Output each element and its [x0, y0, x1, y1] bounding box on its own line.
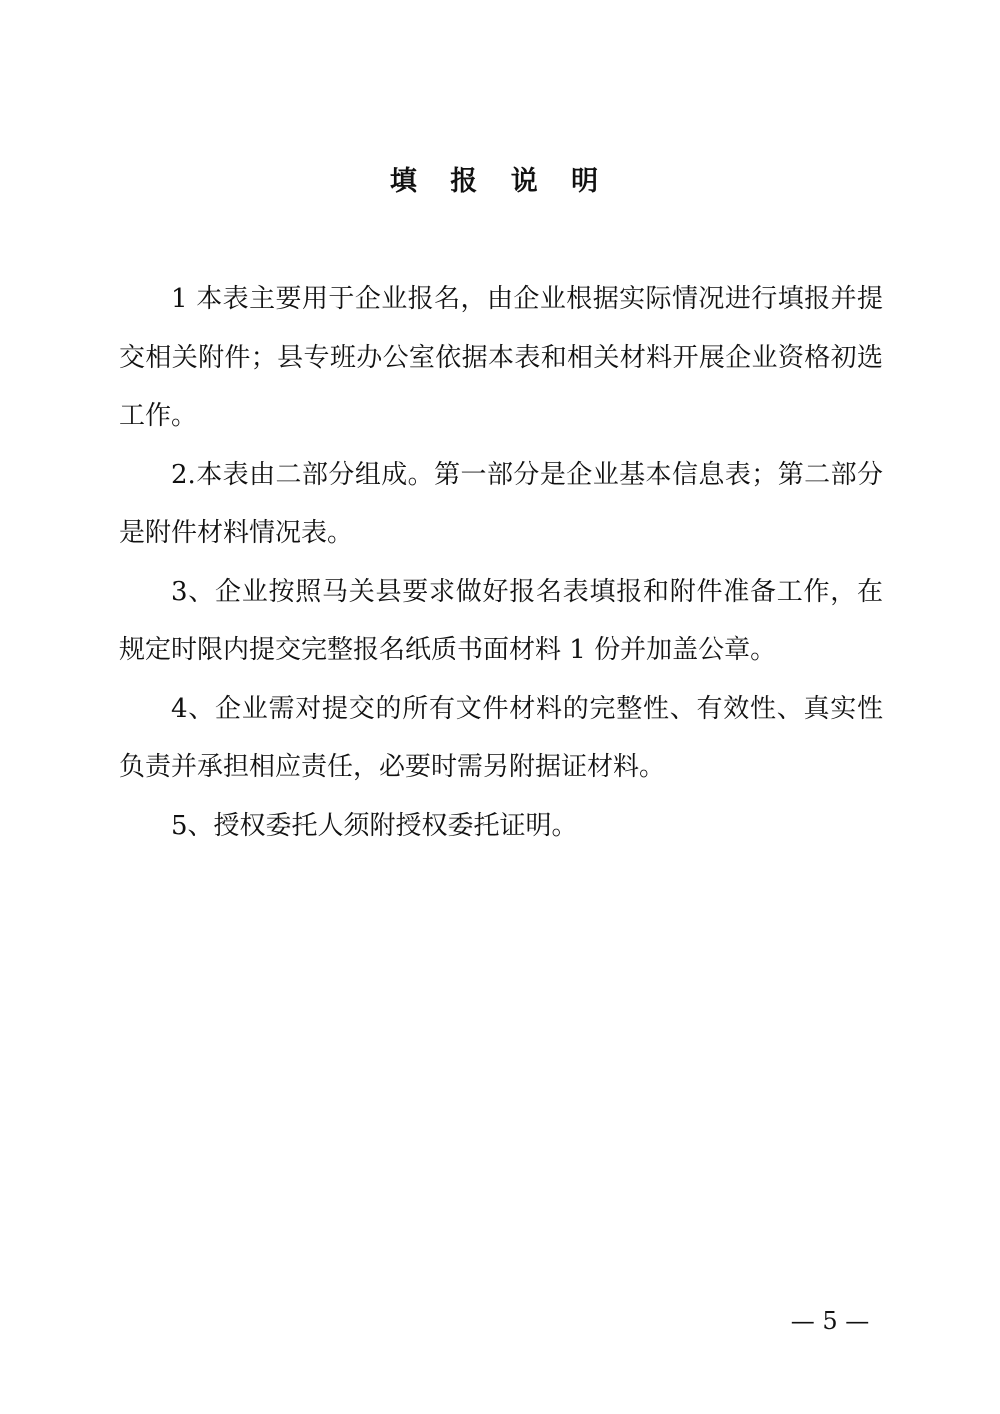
page-number: — 5 —: [790, 1307, 870, 1335]
instructions-body: [119, 270, 883, 855]
paragraph-2: 2.本表由二部分组成。第一部分是企业基本信息表；第二部分是附件材料情况表。: [119, 459, 883, 548]
paragraph-5: 5、授权委托人须附授权委托证明。: [171, 810, 578, 841]
paragraph-1: 1 本表主要用于企业报名，由企业根据实际情况进行填报并提交相关附件；县专班办公室依据本表和相关材料开展企业资格初选工作。: [119, 284, 883, 431]
page-title: 填 报 说 明: [389, 166, 611, 197]
paragraph-4: 4、企业需对提交的所有文件材料的完整性、有效性、真实性负责并承担相应责任，必要时需另附据证材料。: [119, 693, 883, 782]
paragraph-3: 3、企业按照马关县要求做好报名表填报和附件准备工作，在规定时限内提交完整报名纸质书面材料 1 份并加盖公章。: [119, 576, 883, 665]
